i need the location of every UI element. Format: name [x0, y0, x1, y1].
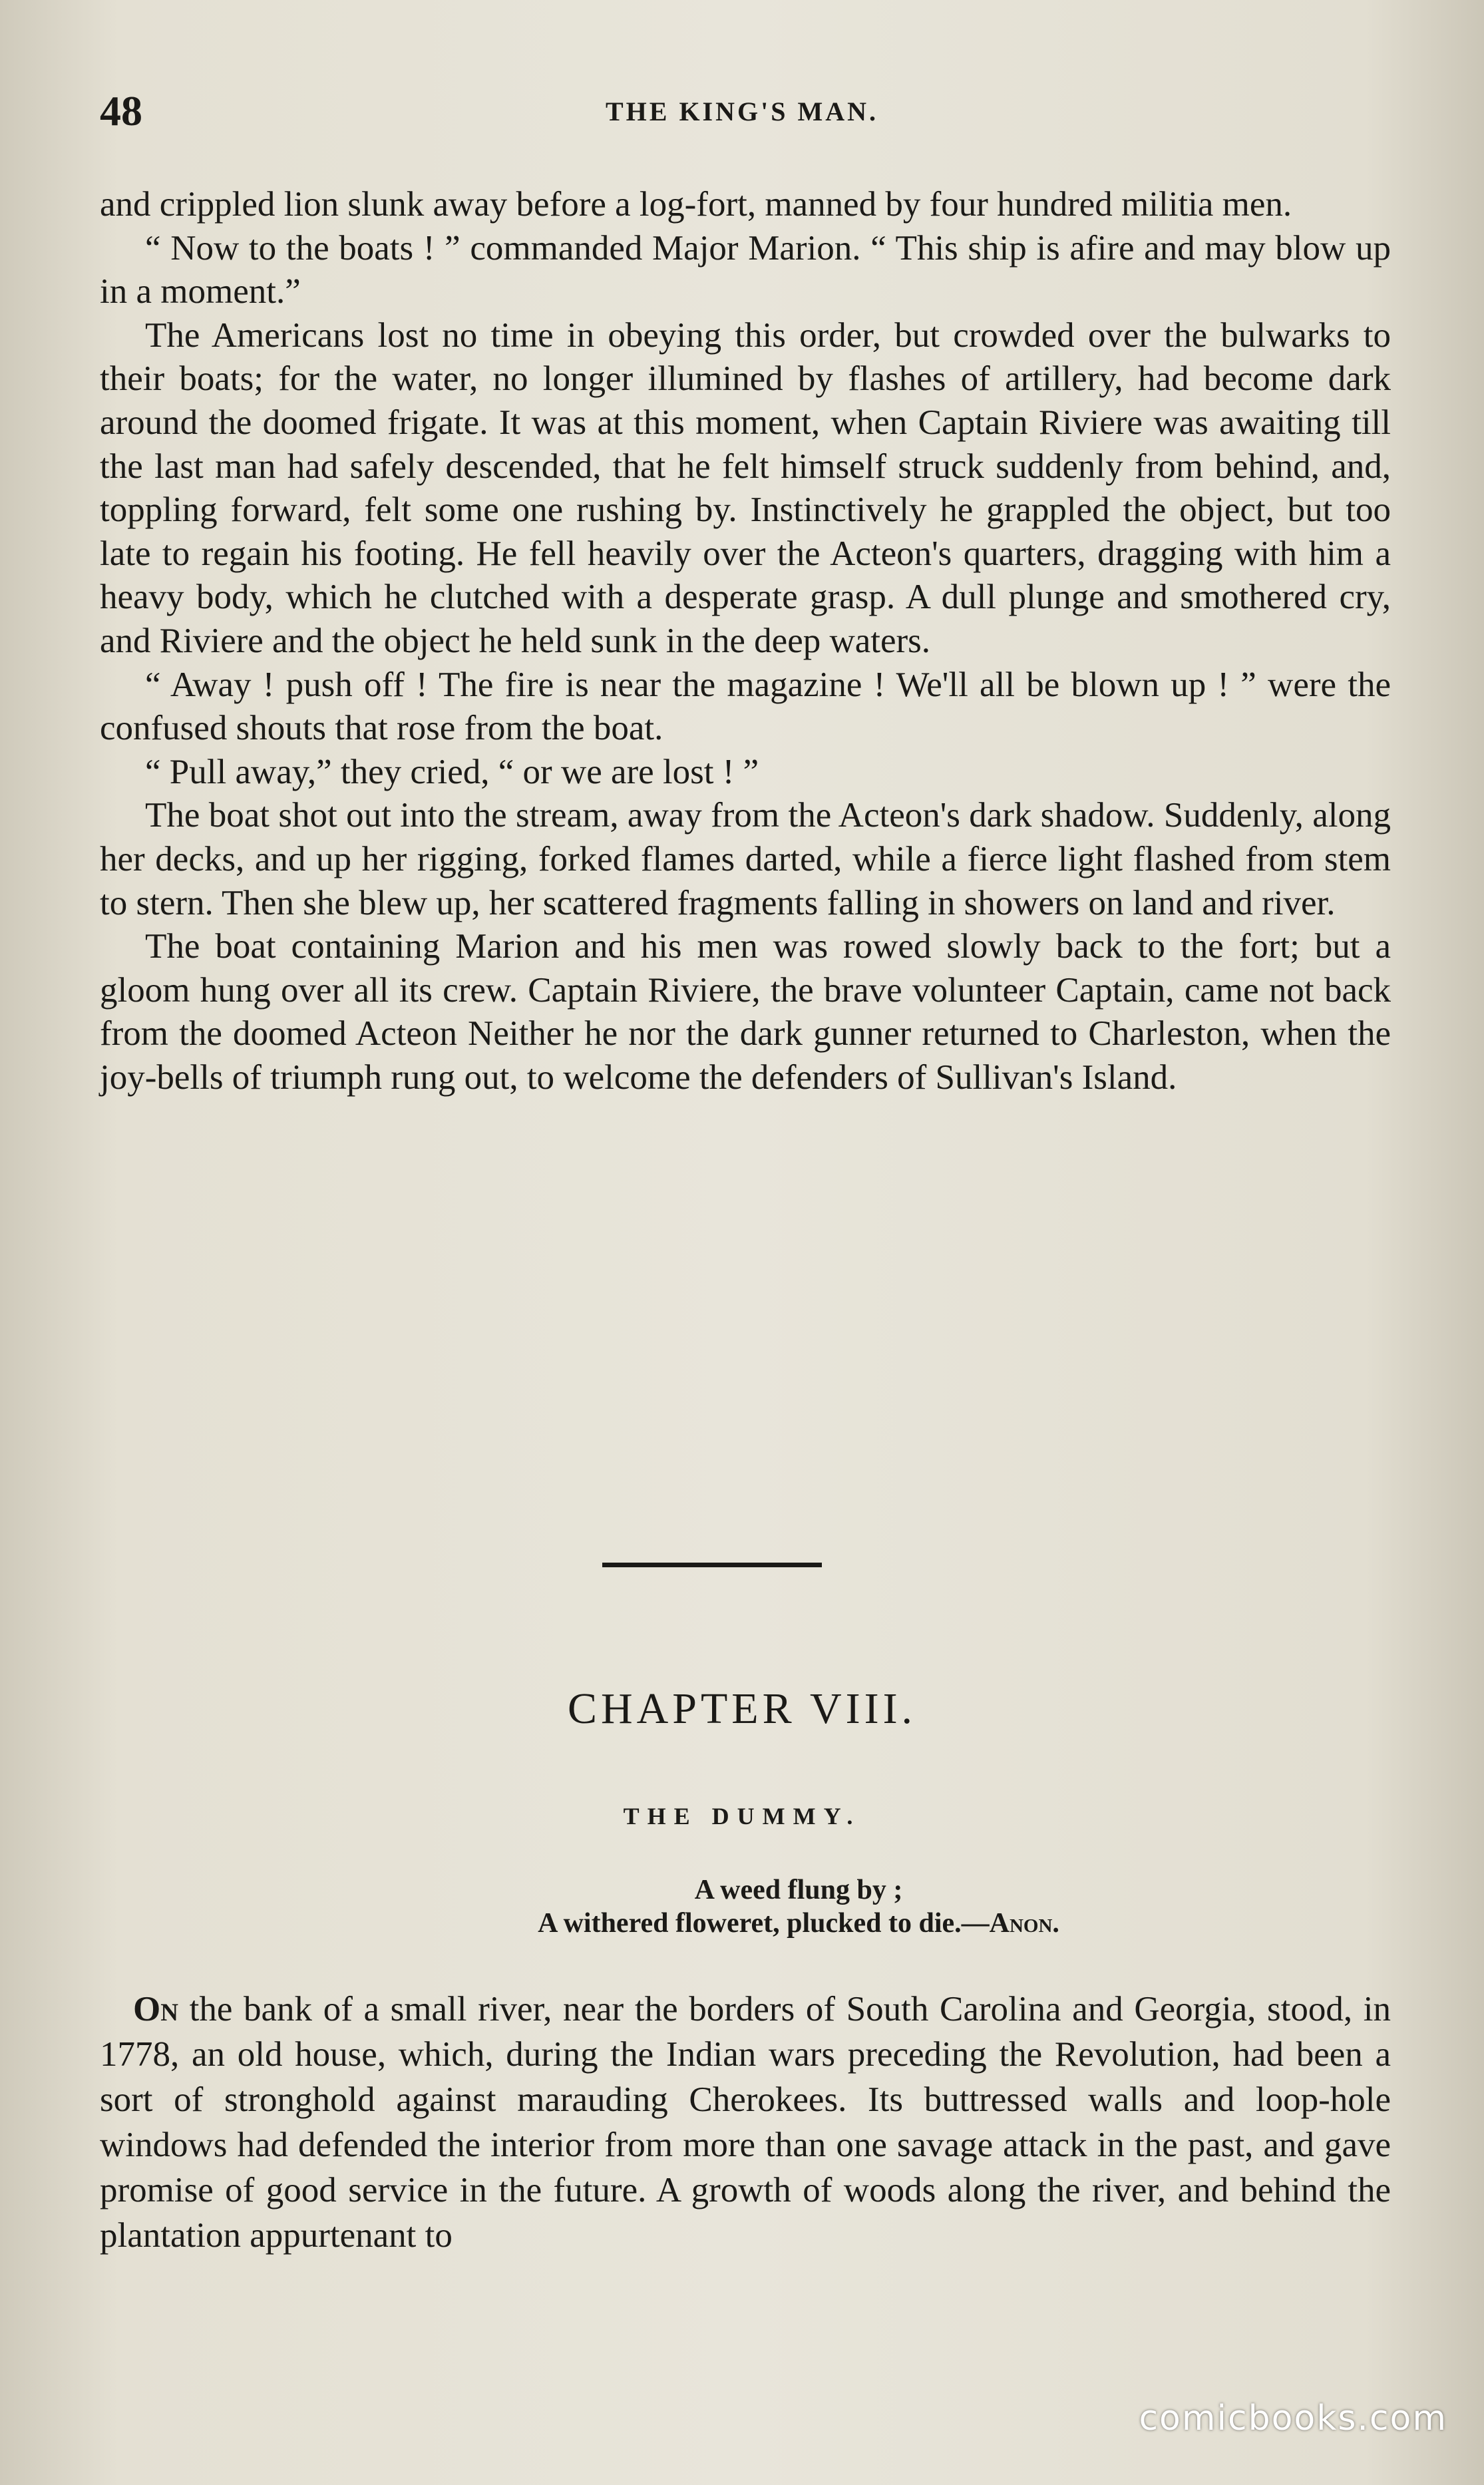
- chapter-title: CHAPTER VIII.: [567, 1684, 917, 1733]
- opening-text: the bank of a small river, near the borders of South Carolina and Georgia, stood, in 1778, an old house, which, during the Indian wars preceding the Revolution, had been a sort of stronghold against marauding Cherokees. Its buttressed walls and loop-hole windows had defended the interior from more than one savage attack in the past, and gave promise of good service in the future. A growth of woods along the river, and behind the plantation appurtenant to: [100, 1990, 1391, 2255]
- paragraph: “ Away ! push off ! The fire is near the magazine ! We'll all be blown up ! ” were the confused shouts that rose from the boat.: [100, 665, 1391, 748]
- chapter-subtitle: THE DUMMY.: [623, 1803, 861, 1829]
- epigraph-attribution: Anon.: [989, 1908, 1059, 1939]
- epigraph-line: A weed flung by ;: [694, 1875, 903, 1905]
- page-header: [100, 87, 1384, 140]
- chapter-opening-paragraph: [100, 1987, 1391, 2258]
- paragraph: and crippled lion slunk away before a log-fort, manned by four hundred militia men.: [100, 185, 1292, 224]
- page-number: 48: [100, 87, 142, 134]
- epigraph: [333, 1873, 1264, 1940]
- section-divider: [602, 1563, 822, 1567]
- paragraph: “ Now to the boats ! ” commanded Major Marion. “ This ship is afire and may blow up in a moment.”: [100, 228, 1391, 311]
- epigraph-text: A withered floweret, plucked to die.—: [538, 1908, 990, 1939]
- chapter-text: [100, 1987, 1391, 2258]
- paragraph: “ Pull away,” they cried, “ or we are lost ! ”: [145, 752, 759, 791]
- watermark: comicbooks.com: [1139, 2398, 1447, 2438]
- paragraph: The boat containing Marion and his men was rowed slowly back to the fort; but a gloom hung over all its crew. Captain Riviere, the brave volunteer Captain, came not back from the doomed Acteon Neither he nor the dark gunner returned to Charleston, when the joy-bells of triumph rung out, to welcome the defenders of Sullivan's Island.: [100, 927, 1391, 1097]
- running-head: THE KING'S MAN.: [605, 96, 879, 126]
- epigraph-line: [333, 1907, 1264, 1940]
- paragraph: The Americans lost no time in obeying this order, but crowded over the bulwarks to their boats; for the water, no longer illumined by flashes of artillery, had become dark around the doomed frigate. It was at this moment, when Captain Riviere was awaiting till the last man had safely descended, that he felt himself struck suddenly from behind, and, toppling forward, felt some one rushing by. Instinctively he grappled the object, but too late to regain his footing. He fell heavily over the Acteon's quarters, dragging with him a heavy body, which he clutched with a desperate grasp. A dull plunge and smothered cry, and Riviere and the object he held sunk in the deep waters.: [100, 315, 1391, 660]
- body-text: [100, 183, 1391, 1099]
- opening-word: On: [133, 1990, 178, 2028]
- paragraph: The boat shot out into the stream, away from the Acteon's dark shadow. Suddenly, along her decks, and up her rigging, forked flames darted, while a fierce light flashed from stem to stern. Then she blew up, her scattered fragments falling in showers on land and river.: [100, 796, 1391, 922]
